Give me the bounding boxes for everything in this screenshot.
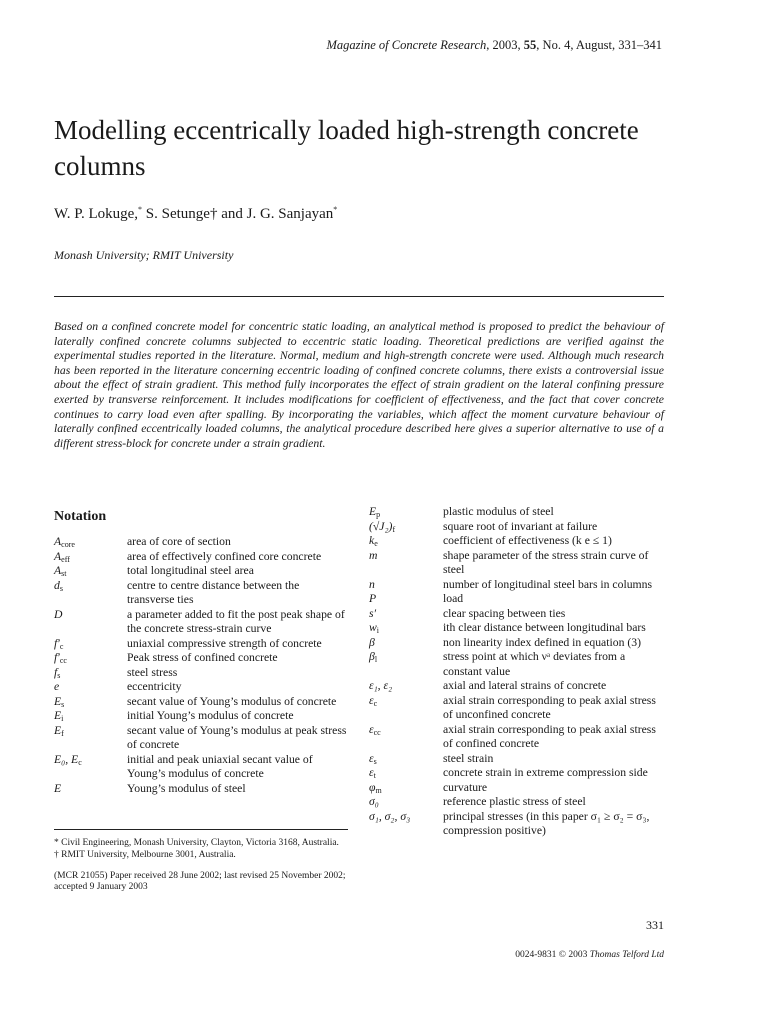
notation-symbol: $f'_{cc}$ — [54, 651, 67, 665]
notation-row — [54, 564, 349, 579]
notation-symbol: σ₁, σ₂, σ₃ — [369, 809, 411, 823]
notation-definition: total longitudinal steel area — [127, 564, 254, 577]
notation-symbol: $E_s$ — [54, 694, 65, 709]
author-2-mark: † — [209, 206, 218, 222]
notation-definition: initial Young’s modulus of concrete — [127, 709, 294, 722]
notation-definition: reference plastic stress of steel — [443, 795, 586, 808]
journal-issue-pages: , No. 4, August, 331–341 — [536, 38, 662, 52]
abstract: Based on a confined concrete model for concentric static loading, an analytical method is proposed to predict the behaviour of laterally confined concrete columns subjected to eccentric static loading. Theoretical predictions are verified against the experimental studies reported in the literature. Normal, medium and high-strength concrete were used. Although much research has been reported in the literature concerning eccentric loading of confined concrete columns, there exists a controversial issue about the effect of strain gradient. This method fully incorporates the effect of strain gradient on the lateral confining pressure exerted by transverse reinforcement. It includes modifications for coefficient of effectiveness, and the fact that cover concrete continues to carry load even after spalling. By incorporating the variables, which affect the moment curvature behaviour of laterally confined eccentrically loaded columns, the analytical procedure described here gives a superior alternative to use of a different stress-block for concrete under a strain gradient. — [54, 320, 664, 450]
notation-row — [369, 694, 665, 723]
notation-row — [369, 549, 665, 578]
author-3-mark: * — [333, 205, 338, 214]
notation-definition: centre to centre distance between the transverse ties — [127, 578, 300, 606]
abstract-top-rule — [54, 296, 664, 297]
notation-row — [54, 782, 349, 797]
notation-symbol: E — [54, 781, 62, 795]
notation-definition: steel stress — [127, 665, 178, 679]
notation-definition: shape parameter of the stress strain curve of steel — [443, 548, 649, 576]
notation-definition: a parameter added to fit the post peak shape of the concrete stress-strain curve — [127, 607, 345, 635]
notation-definition: eccentricity — [127, 680, 182, 693]
notation-row — [54, 637, 349, 652]
notation-row — [54, 535, 349, 550]
notation-definition: number of longitudinal steel bars in columns — [443, 577, 653, 591]
notation-symbol: $E_f$ — [54, 723, 64, 738]
notation-definition: secant value of Young’s modulus at peak stress of concrete — [127, 723, 347, 751]
notation-row — [369, 607, 665, 622]
affiliation: Monash University; RMIT University — [54, 248, 234, 262]
notation-symbol: $\varepsilon_c$ — [369, 693, 378, 708]
author-list — [54, 206, 337, 223]
notation-right-column — [369, 505, 665, 839]
notation-row — [54, 608, 349, 637]
notation-row — [54, 666, 349, 681]
notation-definition: secant value of Young’s modulus of concrete — [127, 694, 337, 708]
notation-row — [369, 592, 665, 607]
notation-definition: principal stresses (in this paper σ₁ ≥ σ₂ = σ₃, compression positive) — [443, 809, 650, 837]
notation-symbol: $w_i$ — [369, 621, 380, 635]
notation-symbol: $A_{st}$ — [54, 564, 67, 578]
notation-symbol: ε₁, ε₂ — [369, 679, 393, 692]
notation-symbol: $d_s$ — [54, 578, 63, 593]
notation-symbol: $f'_c$ — [54, 636, 64, 651]
footnote-2: † RMIT University, Melbourne 3001, Australia. — [54, 849, 236, 860]
notation-definition: ith clear distance between longitudinal bars — [443, 621, 646, 634]
notation-symbol: m — [369, 548, 378, 562]
notation-definition: load — [443, 592, 464, 605]
author-2: S. Setunge — [142, 206, 210, 222]
footnote-1: * Civil Engineering, Monash University, Clayton, Victoria 3168, Australia. — [54, 838, 339, 848]
notation-definition: curvature — [443, 780, 488, 794]
notation-row — [369, 752, 665, 767]
notation-definition: clear spacing between ties — [443, 606, 566, 620]
notation-row — [54, 709, 349, 724]
notation-row — [54, 579, 349, 608]
notation-left-column — [54, 535, 349, 796]
footnote-received: (MCR 21055) Paper received 28 June 2002; last revised 25 November 2002; accepted 9 January 2003 — [54, 870, 346, 893]
notation-symbol: β — [369, 635, 375, 649]
notation-row — [369, 520, 665, 535]
notation-definition: area of effectively confined core concrete — [127, 549, 322, 563]
page-number: 331 — [646, 918, 664, 932]
notation-definition: Young’s modulus of steel — [127, 781, 246, 795]
notation-symbol: $\varphi_m$ — [369, 780, 382, 795]
notation-row — [369, 679, 665, 694]
notation-definition: stress point at which νᵃ deviates from a constant value — [443, 650, 626, 678]
notation-symbol: $\beta_l$ — [369, 650, 378, 664]
notation-definition: plastic modulus of steel — [443, 505, 554, 518]
notation-symbol: e — [54, 680, 60, 693]
notation-definition: coefficient of effectiveness (k e ≤ 1) — [443, 534, 612, 547]
notation-row — [369, 795, 665, 810]
author-1-mark: * — [138, 205, 143, 214]
notation-definition: area of core of section — [127, 535, 231, 548]
journal-name: Magazine of Concrete Research — [326, 38, 487, 52]
notation-row — [54, 753, 349, 782]
notation-heading: Notation — [54, 509, 107, 524]
notation-row — [369, 650, 665, 679]
notation-symbol: $\varepsilon_s$ — [369, 751, 377, 766]
notation-definition: non linearity index defined in equation (3) — [443, 635, 641, 649]
notation-symbol: $A_{eff}$ — [54, 549, 70, 564]
notation-row — [369, 505, 665, 520]
notation-symbol: $f_s$ — [54, 665, 61, 680]
footnote-rule — [54, 829, 348, 830]
journal-citation — [327, 38, 663, 53]
notation-row — [54, 724, 349, 753]
notation-row — [369, 766, 665, 781]
notation-row — [54, 651, 349, 666]
notation-definition: axial strain corresponding to peak axial stress of confined concrete — [443, 722, 656, 750]
notation-row — [54, 550, 349, 565]
notation-symbol: σ₀ — [369, 795, 379, 808]
notation-row — [54, 695, 349, 710]
notation-symbol: $\varepsilon_t$ — [369, 766, 376, 780]
notation-definition: square root of invariant at failure — [443, 519, 598, 533]
notation-row — [369, 723, 665, 752]
notation-symbol: $\varepsilon_{cc}$ — [369, 722, 381, 737]
notation-row — [54, 680, 349, 695]
publisher: Thomas Telford Ltd — [589, 950, 664, 960]
notation-definition: concrete strain in extreme compression side — [443, 766, 648, 779]
notation-definition: uniaxial compressive strength of concrete — [127, 636, 322, 650]
notation-definition: axial strain corresponding to peak axial stress of unconfined concrete — [443, 693, 656, 721]
notation-row — [369, 534, 665, 549]
notation-symbol: $E_i$ — [54, 709, 64, 723]
notation-symbol: D — [54, 607, 63, 621]
paper-title: Modelling eccentrically loaded high-strength concrete columns — [54, 115, 639, 181]
notation-row — [369, 578, 665, 593]
notation-symbol: $(√J_2)_f$ — [369, 519, 396, 534]
notation-symbol: $E_p$ — [369, 505, 381, 519]
notation-symbol: E₀, $E_c$ — [54, 752, 82, 767]
issn-line — [515, 950, 664, 960]
notation-row — [369, 621, 665, 636]
notation-definition: initial and peak uniaxial secant value of Young’s modulus of concrete — [127, 752, 313, 780]
notation-row — [369, 636, 665, 651]
notation-symbol: $A_{core}$ — [54, 535, 75, 549]
notation-definition: axial and lateral strains of concrete — [443, 679, 607, 692]
notation-definition: Peak stress of confined concrete — [127, 651, 278, 664]
issn-copyright: 0024-9831 © 2003 — [515, 950, 588, 960]
notation-symbol: s′ — [369, 606, 377, 620]
notation-row — [369, 781, 665, 796]
notation-symbol: n — [369, 577, 375, 591]
footnotes — [54, 838, 348, 894]
journal-volume: 55 — [523, 38, 537, 52]
author-1: W. P. Lokuge, — [54, 206, 139, 222]
notation-symbol: P — [369, 592, 377, 605]
journal-year: , 2003, — [486, 38, 524, 52]
notation-definition: steel strain — [443, 751, 494, 765]
notation-symbol: $k_e$ — [369, 534, 378, 548]
notation-row — [369, 810, 665, 839]
author-3: and J. G. Sanjayan — [217, 206, 334, 222]
